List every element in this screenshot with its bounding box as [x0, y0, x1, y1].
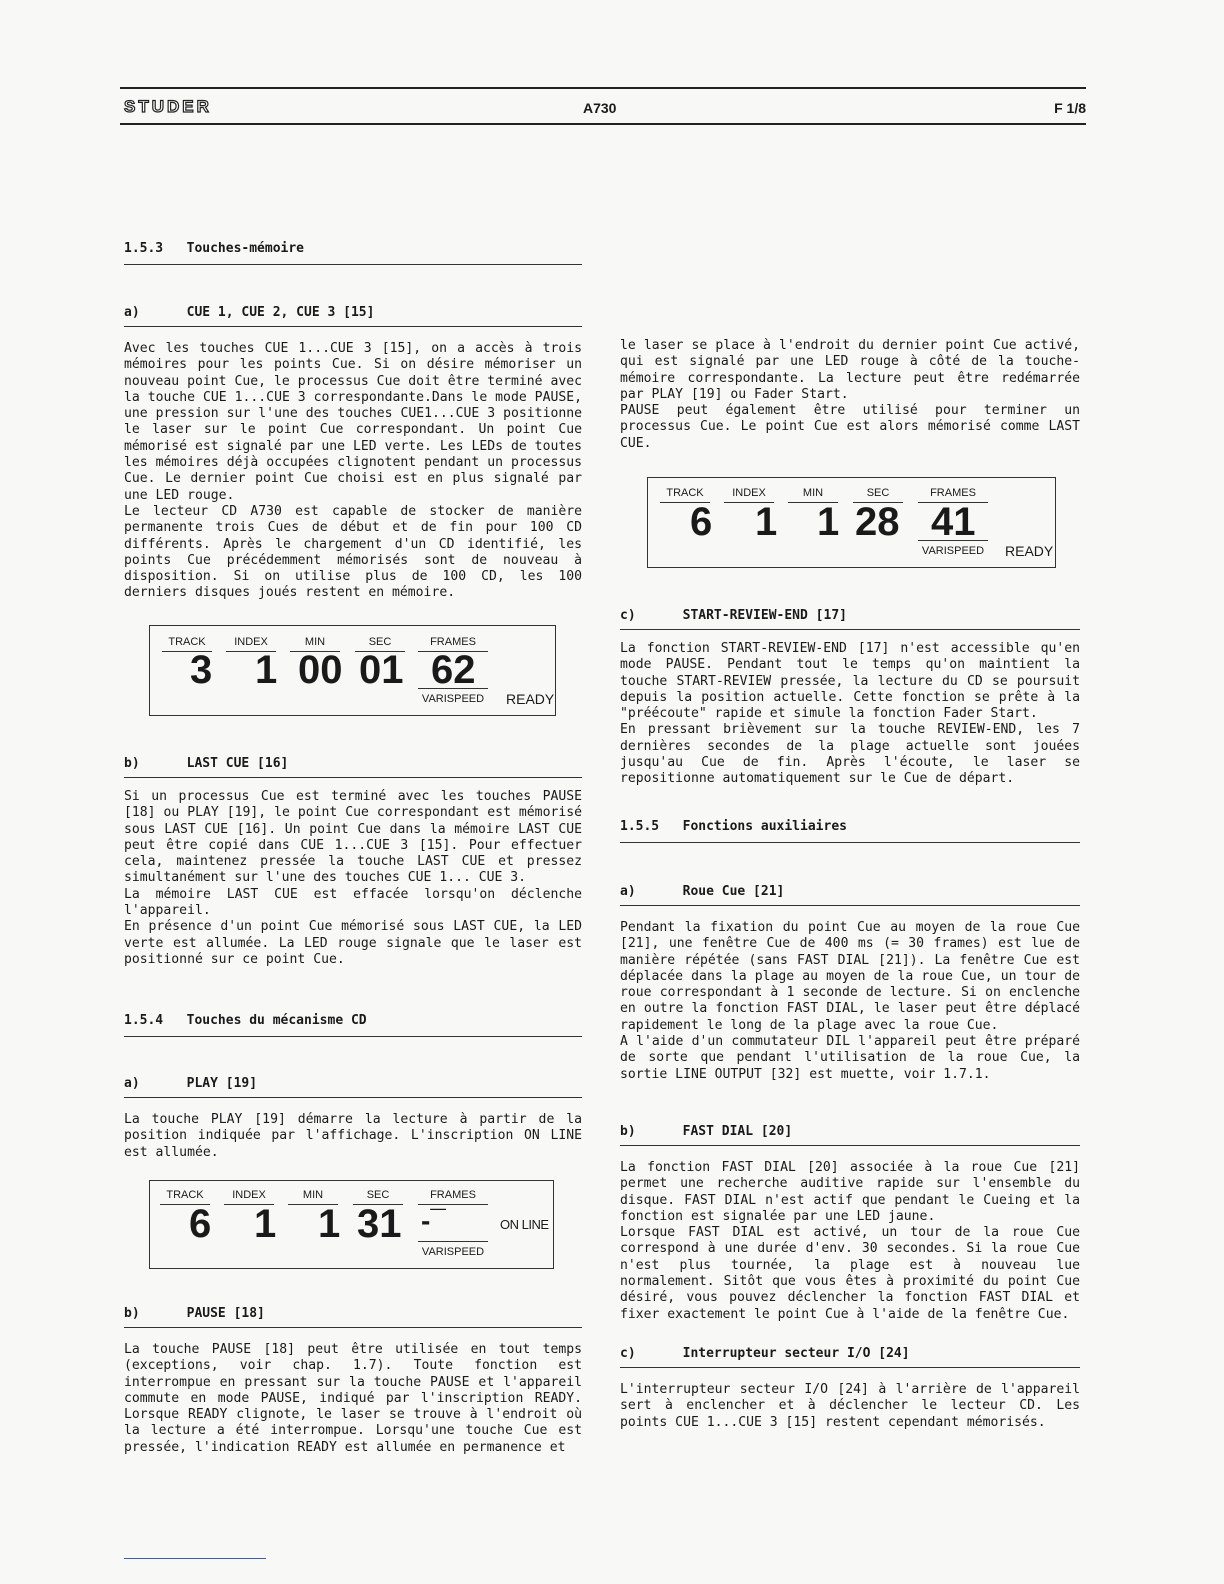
fast-dial-title: b) FAST DIAL [20] [620, 1124, 1080, 1146]
index-value: 1 [755, 500, 778, 544]
fast-dial-text-2: Lorsque FAST DIAL est activé, un tour de la roue Cue correspond à une durée d'env. 30 secondes. Si la roue Cue n'est plus tournée, la plage est à nouveau lue normalement. Sitôt que vous êtes à proximité du point Cue désiré, vous pouvez déclencher la fonction FAST DIAL et fixer exactement le point Cue à l'aide de la fenêtre Cue. [620, 1225, 1080, 1322]
label-track: TRACK [160, 1189, 210, 1205]
play-title: a) PLAY [19] [124, 1076, 582, 1098]
frames-value: -¯ [421, 1205, 446, 1236]
last-cue-text-3: En présence d'un point Cue mémorisé sous LAST CUE, la LED verte est allumée. La LED rouge signale que le laser est positionné sur ce point Cue. [124, 919, 582, 967]
last-cue-text-2: La mémoire LAST CUE est effacée lorsqu'on déclenche l'appareil. [124, 886, 582, 919]
cd-display-3 [647, 477, 1056, 568]
label-index: INDEX [224, 1189, 274, 1205]
continuation-text: le laser se place à l'endroit du dernier point Cue activé, qui est signalé par une LED rouge à côté de la touche-mémoire correspondante. La lecture peut être redémarrée par PLAY [19] ou Fader Start. [620, 338, 1080, 402]
last-cue-text: Si un processus Cue est terminé avec les touches PAUSE [18] ou PLAY [19], le point Cue correspondant est mémorisé sous LAST CUE [16]. Un point Cue dans la mémoire LAST CUE peut être copié dans CUE 1...CUE 3 [15]. Pour effectuer cela, maintenez pressée la touche LAST CUE et pressez simultanément sur l'une des touches CUE 1... CUE 3. [124, 789, 582, 886]
cue-wheel-title: a) Roue Cue [21] [620, 884, 1080, 906]
cue-memory-section [124, 305, 582, 602]
label-frames: FRAMES [918, 487, 988, 503]
varispeed-label: VARISPEED [418, 688, 488, 705]
pause-text: La touche PAUSE [18] peut être utilisée en tout temps (exceptions, voir chap. 1.7). Toute fonction est interrompue en pressant sur la touche PAUSE et l'appareil commute en mode PAUSE, indiqué par l'inscription READY. Lorsque READY clignote, le laser se trouve à l'endroit où la lecture a été interrompue. Lorsqu'une touche Cue est pressée, l'indication READY est allumée en permanence et [124, 1342, 582, 1455]
footer-rule [124, 1558, 266, 1559]
label-sec: SEC [353, 1189, 403, 1205]
header-rule-bottom [120, 123, 1086, 125]
section-1-5-5-title-block [620, 819, 1080, 843]
cue-memory-text: Avec les touches CUE 1...CUE 3 [15], on a accès à trois mémoires pour les points Cue. Si on désire mémoriser un nouveau point Cue, le processus Cue doit être terminé avec la touche CUE 1...CUE 3 correspondante.Dans le mode PAUSE, une pression sur l'une des touches CUE1...CUE 3 positionne le laser sur le point Cue correspondant. Un point Cue mémorisé est signalé par une LED verte. Les LEDs de toutes les mémoires déjà occupées clignotent pendant un processus Cue. Le dernier point Cue choisi est en plus signalé par une LED rouge. [124, 341, 582, 503]
status-ready: READY [1005, 543, 1054, 559]
sec-value: 28 [855, 500, 900, 544]
label-track: TRACK [162, 636, 212, 652]
label-sec: SEC [355, 636, 405, 652]
label-frames: FRAMES [418, 636, 488, 652]
label-index: INDEX [724, 487, 774, 503]
status-ready: READY [506, 691, 555, 707]
section-1-5-5-title: 1.5.5 Fonctions auxiliaires [620, 819, 1080, 843]
fast-dial-text: La fonction FAST DIAL [20] associée à la roue Cue [21] permet une recherche auditive rapide sur l'ensemble du disque. FAST DIAL n'est actif que pendant le Cueing et la fonction est signalée par une LED jaune. [620, 1160, 1080, 1224]
cd-display-1 [149, 625, 556, 716]
cue-memory-text-2: Le lecteur CD A730 est capable de stocker de manière permanente trois Cues de début et de fin pour 100 CD différents. Après le chargement d'un CD identifié, les points Cue précédemment mémorisés sont de nouveau à disposition. Si on utilise plus de 100 CD, les 100 derniers disques joués restent en mémoire. [124, 503, 582, 601]
index-value: 1 [255, 648, 278, 692]
power-switch-text: L'interrupteur secteur I/O [24] à l'arrière de l'appareil sert à enclencher et à déclencher le lecteur CD. Les points CUE 1...CUE 3 [15] restent cependant mémorisés. [620, 1382, 1080, 1430]
section-1-5-3-title: 1.5.3 Touches-mémoire [124, 241, 582, 265]
varispeed-label: VARISPEED [918, 540, 988, 557]
power-switch-section [620, 1346, 1080, 1431]
track-value: 6 [690, 500, 713, 544]
status-online: ON LINE [500, 1217, 549, 1232]
index-value: 1 [254, 1202, 277, 1246]
label-min: MIN [290, 636, 340, 652]
last-cue-section [124, 756, 582, 968]
frames-value: 62 [431, 648, 476, 692]
play-section [124, 1076, 582, 1161]
start-review-section [620, 608, 1080, 788]
section-1-5-3-title-block [124, 241, 582, 265]
start-review-text-2: En pressant brièvement sur la touche REVIEW-END, les 7 dernières secondes de la plage actuelle sont jouées jusqu'au Cue de fin. Après l'écoute, le laser se repositionne automatiquement sur le Cue de départ. [620, 722, 1080, 787]
section-1-5-4-title-block [124, 1013, 582, 1037]
cue-wheel-section [620, 884, 1080, 1083]
cue-memory-title: a) CUE 1, CUE 2, CUE 3 [15] [124, 305, 582, 327]
section-1-5-4-title: 1.5.4 Touches du mécanisme CD [124, 1013, 582, 1037]
play-text: La touche PLAY [19] démarre la lecture à partir de la position indiquée par l'affichage. L'inscription ON LINE est allumée. [124, 1112, 582, 1160]
pause-title: b) PAUSE [18] [124, 1306, 582, 1328]
frames-value: 41 [931, 500, 976, 544]
fast-dial-section [620, 1124, 1080, 1323]
track-value: 3 [190, 648, 213, 692]
cue-wheel-text-2: A l'aide d'un commutateur DIL l'appareil peut être préparé de sorte que pendant l'utilisation de la roue Cue, la sortie LINE OUTPUT [32] est muette, voir 1.7.1. [620, 1034, 1080, 1082]
brand-logo: STUDER [124, 97, 212, 116]
last-cue-title: b) LAST CUE [16] [124, 756, 582, 778]
pause-section [124, 1306, 582, 1456]
varispeed-label: VARISPEED [418, 1241, 488, 1258]
sec-value: 01 [359, 648, 404, 692]
track-value: 6 [189, 1202, 212, 1246]
cd-display-2 [149, 1180, 554, 1269]
label-index: INDEX [226, 636, 276, 652]
label-frames: FRAMES [418, 1189, 488, 1205]
label-sec: SEC [853, 487, 903, 503]
start-review-title: c) START-REVIEW-END [17] [620, 608, 1080, 630]
header-rule-top [120, 87, 1086, 89]
page-number: F 1/8 [1054, 100, 1086, 116]
label-track: TRACK [660, 487, 710, 503]
power-switch-title: c) Interrupteur secteur I/O [24] [620, 1346, 1080, 1368]
sec-value: 31 [357, 1202, 402, 1246]
model-label: A730 [583, 100, 617, 116]
cue-wheel-text: Pendant la fixation du point Cue au moyen de la roue Cue [21], une fenêtre Cue de 400 ms (= 30 frames) est lue de manière répétée (sans FAST DIAL [21]). La fenêtre Cue est déplacée dans la plage au moyen de la roue Cue, un tour de roue correspondant à 1 seconde de lecture. Si on enclenche en outre la fonction FAST DIAL, le laser peut être déplacé rapidement le long de la plage avec la roue Cue. [620, 920, 1080, 1033]
pause-continuation [620, 338, 1080, 452]
min-value: 1 [817, 500, 840, 544]
label-min: MIN [788, 487, 838, 503]
min-value: 00 [298, 648, 343, 692]
min-value: 1 [318, 1202, 341, 1246]
label-min: MIN [288, 1189, 338, 1205]
start-review-text: La fonction START-REVIEW-END [17] n'est accessible qu'en mode PAUSE. Pendant tout le temps qu'on maintient la touche START-REVIEW pressée, la lecture du CD se poursuit depuis la position actuelle. Cette fonction se prête à la "préécoute" rapide et simule la fonction Fader Start. [620, 641, 1080, 722]
continuation-text-2: PAUSE peut également être utilisé pour terminer un processus Cue. Le point Cue est alors mémorisé comme LAST CUE. [620, 403, 1080, 451]
